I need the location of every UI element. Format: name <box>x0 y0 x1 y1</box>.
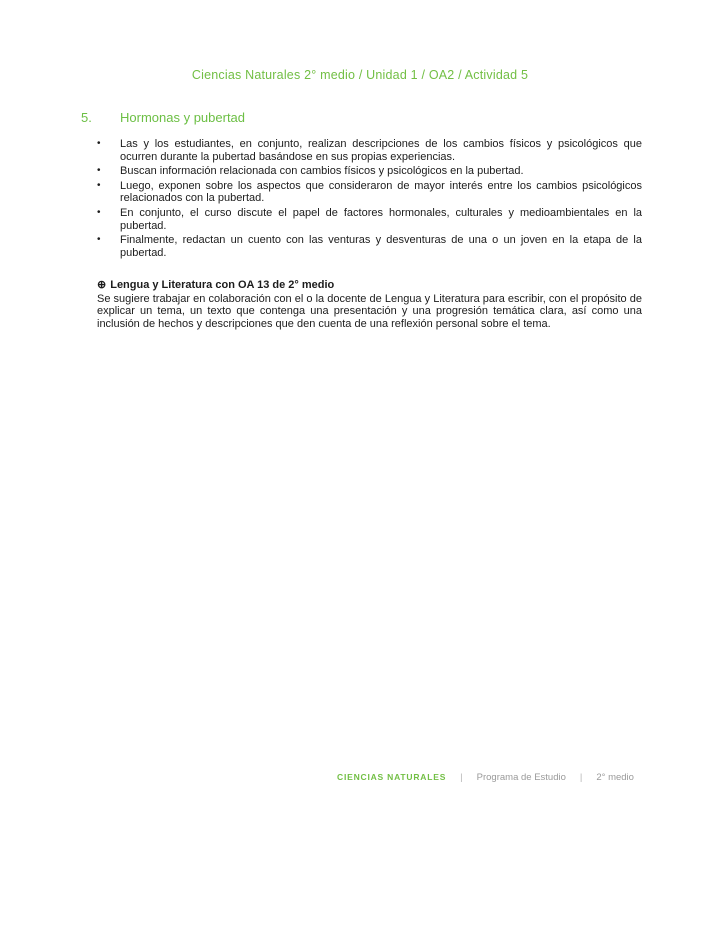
connection-body-text: Se sugiere trabajar en colaboración con el o la docente de Lengua y Literatura para escribir, con el propósito de explicar un tema, un texto que contenga una presentación y una progresión temática clara, así como una inclusión de hechos y descripciones que den cuenta de una reflexión personal sobre el tema. <box>97 292 642 330</box>
bullet-marker: • <box>97 234 101 246</box>
bullet-marker: • <box>97 179 101 191</box>
bullet-marker: • <box>97 206 101 218</box>
list-item-text: En conjunto, el curso discute el papel de factores hormonales, culturales y medioambientales en la pubertad. <box>120 206 642 232</box>
bullet-marker: • <box>97 165 101 177</box>
footer-separator: | <box>579 772 583 783</box>
list-item-text: Buscan información relacionada con cambios físicos y psicológicos en la pubertad. <box>120 165 524 178</box>
footer-brand: CIENCIAS NATURALES <box>337 772 447 782</box>
activity-heading <box>81 110 245 125</box>
list-item <box>97 180 642 205</box>
footer-program-label: Programa de Estudio <box>476 772 566 783</box>
page-footer <box>337 772 634 783</box>
connection-heading <box>97 279 642 292</box>
subject-link-icon: ⊕ <box>97 279 107 291</box>
list-item <box>97 234 642 259</box>
list-item-text: Las y los estudiantes, en conjunto, realizan descripciones de los cambios físicos y psicológicos que ocurren durante la pubertad basándose en sus propias experiencias. <box>120 138 642 163</box>
connection-heading-text: Lengua y Literatura con OA 13 de 2° medio <box>110 279 335 291</box>
list-item <box>97 138 642 163</box>
activity-title: Hormonas y pubertad <box>120 110 246 125</box>
list-item <box>97 165 642 178</box>
footer-separator: | <box>460 772 463 783</box>
activity-number: 5. <box>81 110 92 125</box>
list-item-text: Finalmente, redactan un cuento con las venturas y desventuras de una o un joven en la etapa de la pubertad. <box>120 234 642 259</box>
subject-connection-block <box>97 279 642 330</box>
breadcrumb: Ciencias Naturales 2° medio / Unidad 1 / OA2 / Actividad 5 <box>191 68 529 82</box>
list-item <box>97 207 642 232</box>
list-item-text: Luego, exponen sobre los aspectos que consideraron de mayor interés entre los cambios psicológicos relacionados con la pubertad. <box>120 179 642 205</box>
footer-grade-label: 2° medio <box>596 772 634 783</box>
activity-steps-list <box>97 138 642 261</box>
bullet-marker: • <box>97 138 101 149</box>
